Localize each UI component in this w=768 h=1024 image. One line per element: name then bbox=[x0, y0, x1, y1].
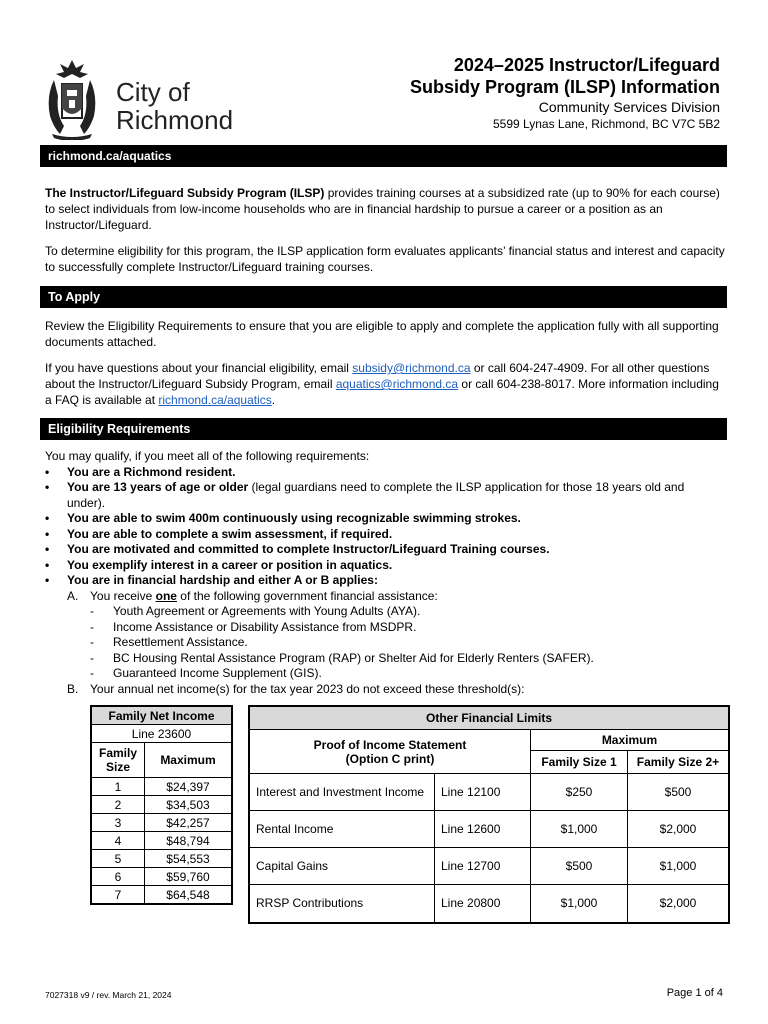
table-row bbox=[91, 868, 232, 886]
apply-paragraph-2 bbox=[45, 360, 725, 408]
cell: $2,000 bbox=[628, 811, 730, 848]
coat-of-arms-icon bbox=[40, 56, 104, 140]
document-id: 7027318 v9 / rev. March 21, 2024 bbox=[45, 990, 172, 1000]
cell: 5 bbox=[91, 850, 145, 868]
column-header: Family Size bbox=[91, 743, 145, 778]
table-row bbox=[91, 814, 232, 832]
cell: $24,397 bbox=[145, 778, 233, 796]
cell: 6 bbox=[91, 868, 145, 886]
table-row bbox=[249, 885, 729, 923]
intro-paragraph-1 bbox=[45, 185, 725, 233]
table-row bbox=[91, 886, 232, 905]
cell: $2,000 bbox=[628, 885, 730, 923]
cell: Capital Gains bbox=[249, 848, 435, 885]
cell: Line 12600 bbox=[435, 811, 531, 848]
requirement-item bbox=[45, 573, 725, 589]
eligibility-list bbox=[45, 449, 725, 697]
requirement-item bbox=[45, 558, 725, 574]
apply-text-a: If you have questions about your financial eligibility, email bbox=[45, 361, 353, 375]
table-row bbox=[249, 811, 729, 848]
option-a-text: You receive bbox=[90, 588, 156, 603]
column-header bbox=[249, 730, 531, 774]
requirement-text: You are in financial hardship and either A or B applies: bbox=[67, 573, 378, 587]
city-logo bbox=[40, 56, 240, 140]
eligibility-lead: You may qualify, if you meet all of the following requirements: bbox=[45, 449, 370, 463]
option-b-text: Your annual net income(s) for the tax year 2023 do not exceed these threshold(s): bbox=[90, 681, 525, 696]
table-row bbox=[91, 778, 232, 796]
assistance-item: - Guaranteed Income Supplement (GIS). bbox=[90, 666, 725, 682]
url-banner: richmond.ca/aquatics bbox=[40, 145, 727, 167]
option-a-text-end: of the following government financial assistance: bbox=[176, 588, 438, 603]
cell: $1,000 bbox=[531, 885, 628, 923]
cell: Line 20800 bbox=[435, 885, 531, 923]
logo-line-1: City of bbox=[116, 77, 190, 107]
assistance-item: - Youth Agreement or Agreements with Young Adults (AYA). bbox=[90, 604, 725, 620]
cell: Line 12700 bbox=[435, 848, 531, 885]
other-financial-limits-table bbox=[248, 705, 730, 924]
cell: $48,794 bbox=[145, 832, 233, 850]
cell: $42,257 bbox=[145, 814, 233, 832]
cell: 3 bbox=[91, 814, 145, 832]
requirement-item bbox=[45, 480, 725, 511]
apply-text-d: . bbox=[271, 393, 276, 407]
cell: Interest and Investment Income bbox=[249, 774, 435, 811]
cell: $1,000 bbox=[628, 848, 730, 885]
cell: $34,503 bbox=[145, 796, 233, 814]
column-header: Maximum bbox=[531, 730, 730, 751]
option-marker: A. bbox=[67, 588, 79, 603]
document-title-line-1: 2024–2025 Instructor/Lifeguard bbox=[453, 55, 720, 75]
family-net-income-table bbox=[90, 705, 233, 905]
division-name: Community Services Division bbox=[538, 99, 720, 115]
requirement-text: You are able to swim 400m continuously using recognizable swimming strokes. bbox=[67, 511, 521, 525]
cell: 7 bbox=[91, 886, 145, 905]
requirement-item bbox=[45, 465, 725, 481]
program-name: The Instructor/Lifeguard Subsidy Program (ILSP) bbox=[45, 186, 325, 200]
cell: RRSP Contributions bbox=[249, 885, 435, 923]
logo-line-2: Richmond bbox=[116, 105, 234, 135]
table-subtitle: Line 23600 bbox=[91, 725, 232, 743]
requirement-text: You exemplify interest in a career or position in aquatics. bbox=[67, 557, 393, 572]
option-b bbox=[45, 682, 725, 698]
table-row bbox=[91, 832, 232, 850]
subsidy-email-link[interactable]: subsidy@richmond.ca bbox=[352, 361, 471, 375]
cell: $1,000 bbox=[531, 811, 628, 848]
document-title-line-2: Subsidy Program (ILSP) Information bbox=[409, 77, 720, 97]
aquatics-email-link[interactable]: aquatics@richmond.ca bbox=[335, 377, 459, 391]
requirement-item bbox=[45, 542, 725, 558]
requirement-text: You are a Richmond resident. bbox=[67, 464, 236, 479]
cell: 2 bbox=[91, 796, 145, 814]
division-address: 5599 Lynas Lane, Richmond, BC V7C 5B2 bbox=[492, 117, 720, 131]
table-row bbox=[249, 848, 729, 885]
intro-text-1: provides training courses at a subsidized rate (up to 90% for each course) to select individuals from low-income households who are in financial hardship to pursue a career or a position as an Instructor/Lifeguard. bbox=[45, 186, 720, 232]
requirement-text: You are motivated and committed to complete Instructor/Lifeguard Training courses. bbox=[67, 542, 550, 556]
page-number: Page 1 of 4 bbox=[666, 987, 723, 999]
option-marker: B. bbox=[67, 681, 79, 696]
section-heading-to-apply: To Apply bbox=[40, 286, 727, 308]
cell: Line 12100 bbox=[435, 774, 531, 811]
cell: $500 bbox=[531, 848, 628, 885]
requirement-detail: (legal guardians need to complete the ILSP application for those 18 years old and under). bbox=[67, 480, 685, 510]
requirement-text: You are 13 years of age or older bbox=[67, 480, 249, 494]
table-row bbox=[91, 850, 232, 868]
cell: 4 bbox=[91, 832, 145, 850]
aquatics-web-link[interactable]: richmond.ca/aquatics bbox=[158, 393, 272, 407]
table-row bbox=[91, 796, 232, 814]
cell: $500 bbox=[628, 774, 730, 811]
requirement-item bbox=[45, 511, 725, 527]
option-a bbox=[45, 589, 725, 682]
apply-text-b: or call 604-247-4909. For all other questions about the Instructor/Lifeguard Subsidy Program, email bbox=[45, 361, 710, 391]
cell: $59,760 bbox=[145, 868, 233, 886]
cell: $54,553 bbox=[145, 850, 233, 868]
cell: 1 bbox=[91, 778, 145, 796]
cell: $250 bbox=[531, 774, 628, 811]
table-title: Other Financial Limits bbox=[249, 706, 729, 730]
column-header: Family Size 2+ bbox=[628, 751, 730, 774]
intro-paragraph-2: To determine eligibility for this program, the ILSP application form evaluates applicants’ financial status and interest and capacity to successfully complete Instructor/Lifeguard training courses. bbox=[45, 244, 725, 274]
requirement-item bbox=[45, 527, 725, 543]
column-header: Family Size 1 bbox=[531, 751, 628, 774]
apply-paragraph-1: Review the Eligibility Requirements to ensure that you are eligible to apply and complete the application fully with all supporting documents attached. bbox=[45, 319, 719, 349]
logo-wordmark bbox=[116, 78, 233, 134]
table-title: Family Net Income bbox=[91, 706, 232, 725]
assistance-item: - BC Housing Rental Assistance Program (RAP) or Shelter Aid for Elderly Renters (SAFER). bbox=[90, 651, 725, 667]
assistance-item: - Income Assistance or Disability Assistance from MSDPR. bbox=[90, 620, 725, 636]
table-row bbox=[249, 774, 729, 811]
cell: Rental Income bbox=[249, 811, 435, 848]
document-title-block bbox=[410, 54, 720, 132]
option-a-emphasis: one bbox=[155, 588, 177, 603]
assistance-item: - Resettlement Assistance. bbox=[90, 635, 725, 651]
requirement-text: You are able to complete a swim assessment, if required. bbox=[67, 526, 393, 541]
apply-text-c: or call 604-238-8017. More information including a FAQ is available at bbox=[45, 377, 719, 407]
proof-header-text: Proof of Income Statement (Option C print) bbox=[313, 737, 467, 766]
section-heading-eligibility: Eligibility Requirements bbox=[40, 418, 727, 440]
column-header: Maximum bbox=[145, 743, 233, 778]
cell: $64,548 bbox=[145, 886, 233, 905]
